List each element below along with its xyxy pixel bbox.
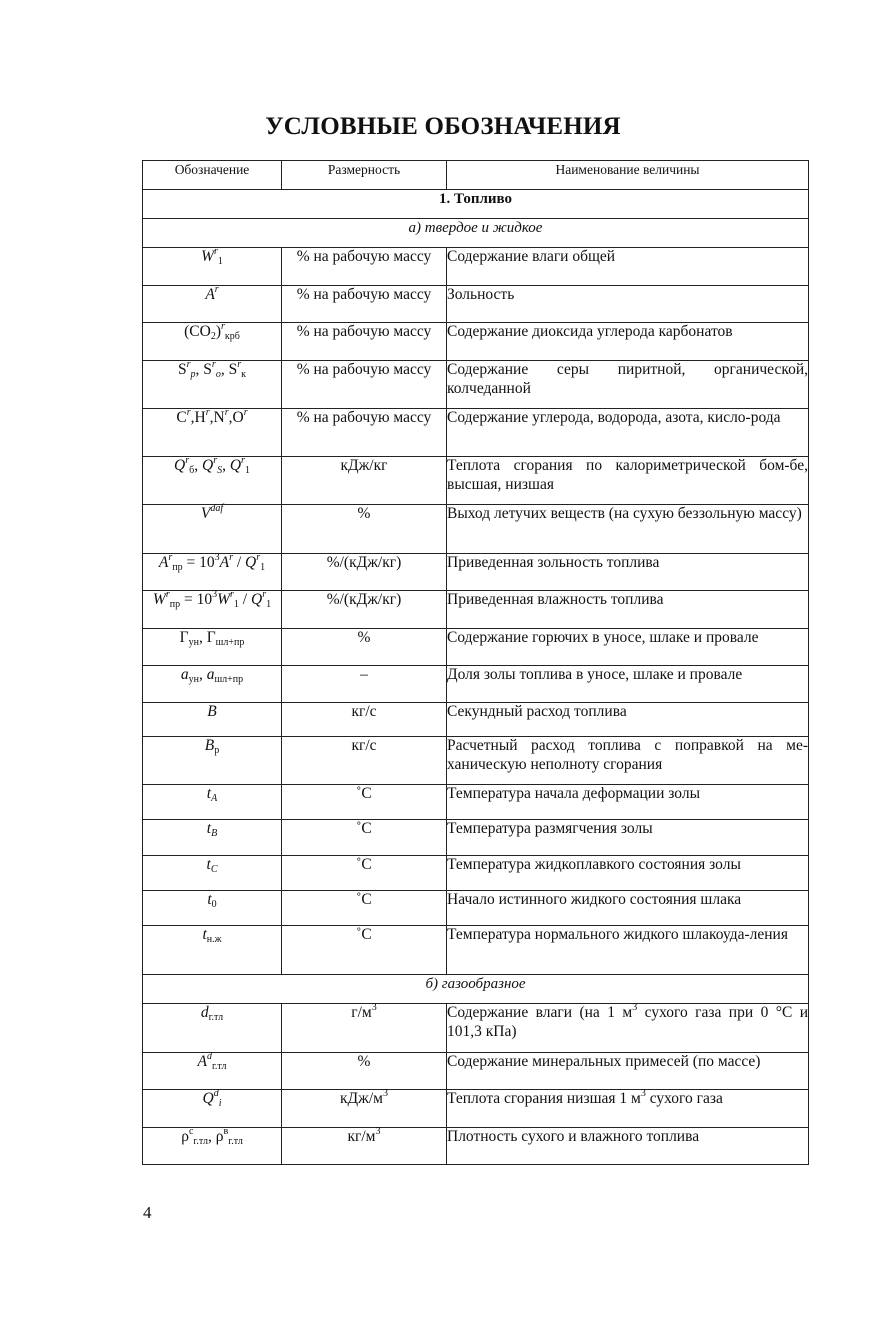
symbol-cell: $d_{г.тл}$ xyxy=(143,1004,282,1053)
unit-cell: % на рабочую массу xyxy=(282,409,447,457)
table-row xyxy=(143,1053,809,1090)
unit-cell: ˚C xyxy=(282,891,447,926)
description-cell: Теплота сгорания низшая 1 $м^3$ сухого газа xyxy=(447,1090,809,1128)
table-row xyxy=(143,1090,809,1128)
unit-cell: %/(кДж/кг) xyxy=(282,554,447,591)
description-cell: Зольность xyxy=(447,286,809,323)
table-row xyxy=(143,554,809,591)
description-cell: Температура начала деформации золы xyxy=(447,785,809,820)
unit-cell: %/(кДж/кг) xyxy=(282,591,447,629)
description-cell: Выход летучих веществ (на сухую беззольную массу) xyxy=(447,505,809,554)
table-row xyxy=(143,361,809,409)
unit-cell: % xyxy=(282,629,447,666)
table-row xyxy=(143,891,809,926)
subsection-row xyxy=(143,975,809,1004)
unit-cell: % xyxy=(282,1053,447,1090)
symbol-cell: $W^r_{пр} = 10^3W^r_1 / Q^r_1$ xyxy=(143,591,282,629)
unit-cell: ˚C xyxy=(282,785,447,820)
description-cell: Температура размягчения золы xyxy=(447,820,809,856)
description-cell: Расчетный расход топлива с поправкой на ме-ханическую неполноту сгорания xyxy=(447,737,809,785)
symbol-cell: $a_{ун}$, $a_{шл+пр}$ xyxy=(143,666,282,703)
unit-cell: % на рабочую массу xyxy=(282,248,447,286)
table-row xyxy=(143,856,809,891)
unit-cell: ˚C xyxy=(282,820,447,856)
symbol-cell: $(CO_2)^r_{крб}$ xyxy=(143,323,282,361)
description-cell: Содержание диоксида углерода карбонатов xyxy=(447,323,809,361)
description-cell: Содержание минеральных примесей (по массе) xyxy=(447,1053,809,1090)
table-row xyxy=(143,409,809,457)
description-cell: Плотность сухого и влажного топлива xyxy=(447,1128,809,1165)
subsection-title: а) твердое и жидкое xyxy=(143,219,809,248)
symbol-cell: $Q^d_i$ xyxy=(143,1090,282,1128)
column-header-name: Наименование величины xyxy=(447,161,809,190)
page-title: УСЛОВНЫЕ ОБОЗНАЧЕНИЯ xyxy=(265,113,621,140)
description-cell: Содержание влаги (на 1 $м^3$ сухого газа при 0 °С и 101,3 кПа) xyxy=(447,1004,809,1053)
unit-cell: кДж/$м^3$ xyxy=(282,1090,447,1128)
column-header-symbol: Обозначение xyxy=(143,161,282,190)
table-row xyxy=(143,666,809,703)
symbol-cell: $S^r_p$, $S^r_o$, $S^r_к$ xyxy=(143,361,282,409)
unit-cell: кг/с xyxy=(282,703,447,737)
description-cell: Температура жидкоплавкого состояния золы xyxy=(447,856,809,891)
symbol-cell: $V^{daf}$ xyxy=(143,505,282,554)
table-row xyxy=(143,1128,809,1165)
symbol-cell: B xyxy=(143,703,282,737)
section-title: 1. Топливо xyxy=(143,190,809,219)
section-row xyxy=(143,190,809,219)
unit-cell: % на рабочую массу xyxy=(282,323,447,361)
symbol-cell: $t_A$ xyxy=(143,785,282,820)
unit-cell: ˚C xyxy=(282,926,447,975)
symbol-cell: $Q^r_б$, $Q^r_S$, $Q^r_1$ xyxy=(143,457,282,505)
subsection-title: б) газообразное xyxy=(143,975,809,1004)
symbol-cell: $t_0$ xyxy=(143,891,282,926)
table-row xyxy=(143,785,809,820)
table-row xyxy=(143,1004,809,1053)
table-row xyxy=(143,629,809,666)
unit-cell: кДж/кг xyxy=(282,457,447,505)
table-row xyxy=(143,591,809,629)
table-row xyxy=(143,457,809,505)
unit-cell: % на рабочую массу xyxy=(282,361,447,409)
symbol-cell: $A^r$ xyxy=(143,286,282,323)
description-cell: Теплота сгорания по калориметрической бом-бе, высшая, низшая xyxy=(447,457,809,505)
symbol-cell: $t_{н.ж}$ xyxy=(143,926,282,975)
symbol-cell: $\rho^с_{г.тл}$, $\rho^в_{г.тл}$ xyxy=(143,1128,282,1165)
column-header-unit: Размерность xyxy=(282,161,447,190)
table-header-row xyxy=(143,161,809,190)
unit-cell: $г/м^3$ xyxy=(282,1004,447,1053)
table-row xyxy=(143,820,809,856)
description-cell: Доля золы топлива в уносе, шлаке и провале xyxy=(447,666,809,703)
description-cell: Температура нормального жидкого шлакоуда-ления xyxy=(447,926,809,975)
description-cell: Приведенная влажность топлива xyxy=(447,591,809,629)
table-row xyxy=(143,703,809,737)
unit-cell: % на рабочую массу xyxy=(282,286,447,323)
table-row xyxy=(143,737,809,785)
notation-table xyxy=(142,160,809,1165)
description-cell: Приведенная зольность топлива xyxy=(447,554,809,591)
table-row xyxy=(143,323,809,361)
description-cell: Начало истинного жидкого состояния шлака xyxy=(447,891,809,926)
unit-cell: ˚C xyxy=(282,856,447,891)
symbol-cell: $t_C$ xyxy=(143,856,282,891)
table-row xyxy=(143,286,809,323)
description-cell: Содержание серы пиритной, органической, колчеданной xyxy=(447,361,809,409)
subsection-row xyxy=(143,219,809,248)
symbol-cell: $Г_{ун}$, $Г_{шл+пр}$ xyxy=(143,629,282,666)
unit-cell: – xyxy=(282,666,447,703)
page-number: 4 xyxy=(143,1203,152,1222)
symbol-cell: $C^r,H^r,N^r,O^r$ xyxy=(143,409,282,457)
description-cell: Содержание горючих в уносе, шлаке и провале xyxy=(447,629,809,666)
description-cell: Секундный расход топлива xyxy=(447,703,809,737)
table-row xyxy=(143,926,809,975)
description-cell: Содержание влаги общей xyxy=(447,248,809,286)
unit-cell: % xyxy=(282,505,447,554)
description-cell: Содержание углерода, водорода, азота, кисло-рода xyxy=(447,409,809,457)
symbol-cell: $W^r_1$ xyxy=(143,248,282,286)
symbol-cell: $B_р$ xyxy=(143,737,282,785)
symbol-cell: $A^d_{г.тл}$ xyxy=(143,1053,282,1090)
table-row xyxy=(143,505,809,554)
table-row xyxy=(143,248,809,286)
symbol-cell: $A^r_{пр} = 10^3A^r / Q^r_1$ xyxy=(143,554,282,591)
symbol-cell: $t_B$ xyxy=(143,820,282,856)
unit-cell: $кг/м^3$ xyxy=(282,1128,447,1165)
unit-cell: кг/с xyxy=(282,737,447,785)
